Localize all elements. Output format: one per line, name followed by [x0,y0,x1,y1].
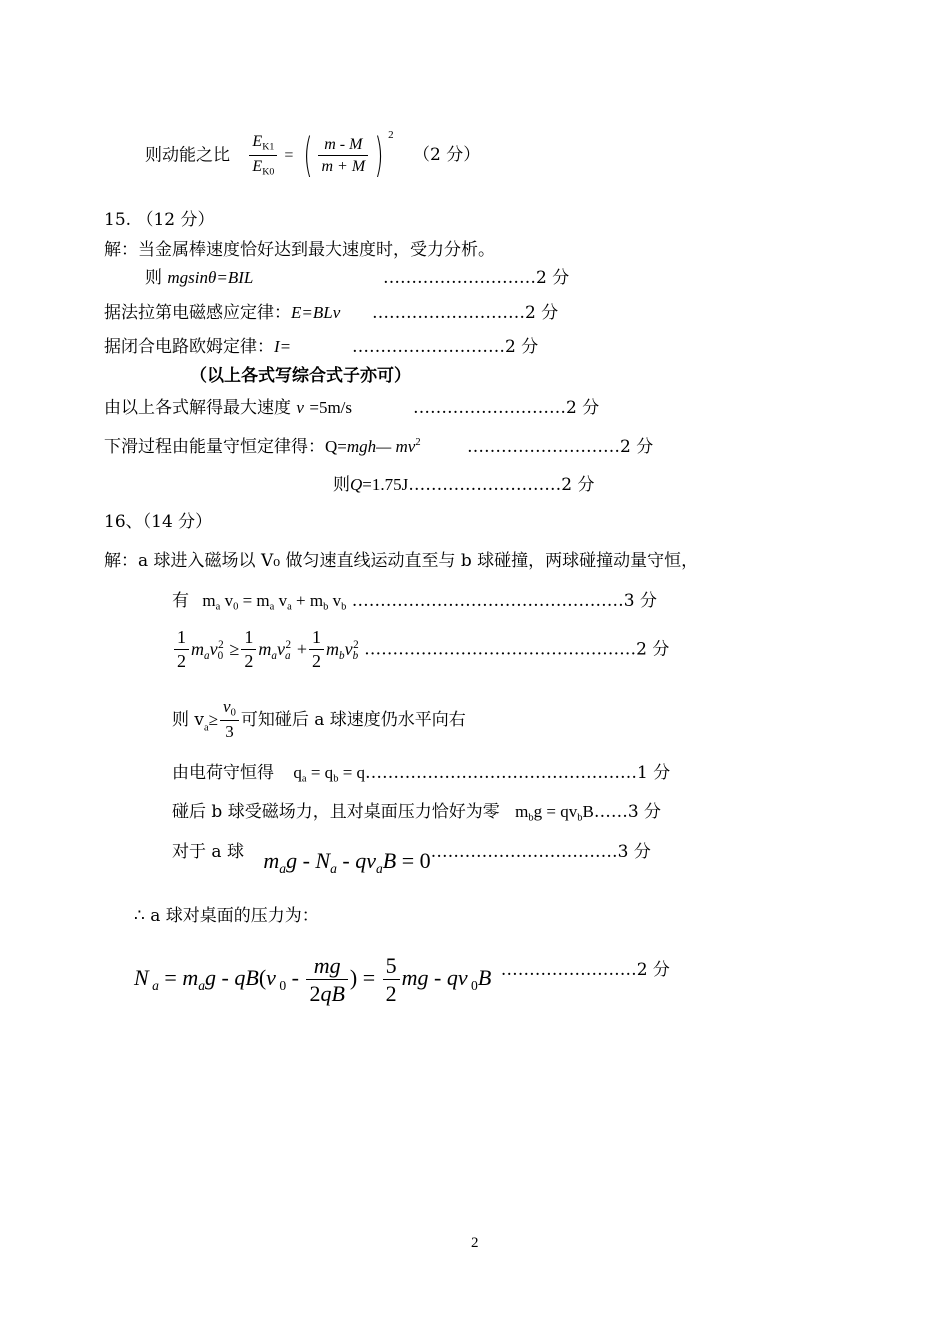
faraday-line [104,303,340,323]
heat-result-line [333,475,594,495]
ball-b-score: ……3 分 [593,802,662,822]
ohm-prefix: 据闭合电路欧姆定律： [104,337,274,357]
ball-a-score: ……………………………3 分 [430,842,651,862]
energy-q: Q= [325,437,347,456]
faraday-prefix: 据法拉第电磁感应定律： [104,303,291,323]
problem-16-heading: 16、（14 分） [104,512,213,532]
charge-formula: $q_a = q_b = q$ [293,763,366,785]
force-balance-line [145,268,253,288]
va-prefix: 则 v [172,709,205,730]
energy-inequality-score: …………………………………………2 分 [364,639,670,660]
pressure-result-score: ……………………2 分 [500,960,670,980]
problem-16-solution-intro: 解：a 球进入磁场以 V₀ 做匀速直线运动直至与 b 球碰撞，两球碰撞动量守恒， [104,551,699,571]
heat-value: =1.75J [362,475,409,494]
heat-prefix: 则 [333,475,350,495]
combined-note: （以上各式写综合式子亦可） [190,366,411,386]
pressure-result-formula: N $_a = m_ag - qB(v$ $_0$ - $\frac{mg}{2qB}$ ) = $\frac{5}{2}$ mg - qv $_0$B [134,953,492,1007]
heat-symbol: Q [350,475,363,494]
ball-a-line [172,842,651,878]
faraday-formula: E=BLv [291,303,341,322]
max-speed-line [104,398,352,418]
charge-prefix: 由电荷守恒得 [172,763,274,783]
max-speed-value: =5m/s [309,398,353,417]
faraday-score: ………………………2 分 [372,303,559,323]
energy-inequality-formula: $\frac{1}{2}$ $m_av_0^2$ ≥ $\frac{1}{2}$ $m_av_a^2$ + $\frac{1}{2}$ $m_bv_b^2$ [172,628,359,672]
ohm-formula: I= [274,337,292,356]
ke-ratio-score: （2 分） [413,145,481,166]
ball-b-formula: $m_bg = qv_bB$ [515,802,594,824]
force-balance-formula: mgsinθ=BIL [167,268,254,287]
momentum-formula: $m_a$ $v_0 = m_a$ $v_a + m_b$ $v_b$ [202,591,347,613]
energy-formula: mgh— mv [346,437,416,456]
ball-a-prefix: 对于 a 球 [172,842,244,862]
momentum-score: …………………………………………3 分 [351,591,658,611]
heat-score: ………………………2 分 [408,475,595,495]
ke-ratio-label: 则动能之比 [145,145,230,166]
max-speed-score: ………………………2 分 [413,398,600,418]
charge-conservation-line [172,763,670,786]
problem-15-heading: 15. （12 分） [104,210,215,230]
ohm-score: ………………………2 分 [352,337,539,357]
force-balance-prefix: 则 [145,268,162,288]
va-condition-line: 则 $v_a\ge$ $\frac{v_0}{3}$ 可知碰后 a 球速度仍水平向右 [172,697,466,742]
ohm-line [104,337,291,357]
problem-15-solution-intro: 解：当金属棒速度恰好达到最大速度时，受力分析。 [104,240,495,260]
energy-prefix: 下滑过程由能量守恒定律得： [104,437,325,457]
charge-score: …………………………………………1 分 [365,763,671,783]
max-speed-prefix: 由以上各式解得最大速度 [104,398,291,418]
ball-b-prefix: 碰后 b 球受磁场力，且对桌面压力恰好为零 [172,802,500,822]
page-number: 2 [471,1235,479,1251]
va-tail: 可知碰后 a 球速度仍水平向右 [240,709,466,730]
pressure-heading: ∴ a 球对桌面的压力为： [134,906,319,926]
max-speed-symbol: v [296,398,304,417]
energy-inequality-line [172,628,669,676]
pressure-result-line [134,954,670,1014]
momentum-line [172,591,657,614]
energy-conservation-line: 下滑过程由能量守恒定律得：Q=mgh— $mv^2$ [104,437,421,457]
ball-a-formula: $m_ag - N_a - qv_aB = 0$ [263,848,431,876]
force-balance-score: ………………………2 分 [383,268,570,288]
ke-ratio-formula: $\frac{E_{K1}}{E_{K0}}$ = ( $\frac{m - M}{m + M}$ ) $^2$ [247,128,393,183]
ke-ratio-line [145,128,480,190]
ball-b-force-line [172,802,661,825]
energy-score: ………………………2 分 [467,437,654,457]
momentum-prefix: 有 [172,591,189,611]
